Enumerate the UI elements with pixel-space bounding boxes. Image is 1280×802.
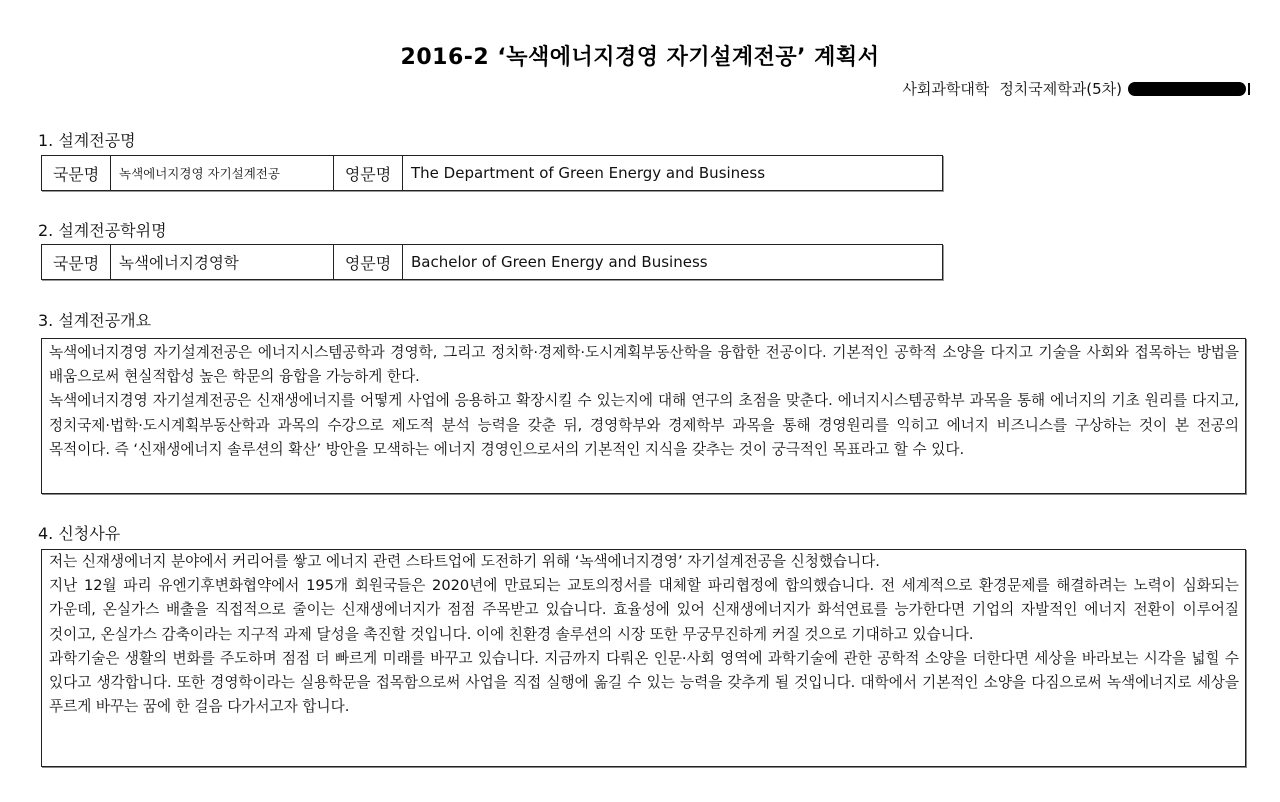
reason-paragraph: 과학기술은 생활의 변화를 주도하며 점점 더 빠르게 미래를 바꾸고 있습니다. 지금까지 다뤄온 인문·사회 영역에 과학기술에 관한 공학적 소양을 더한다면 세상을 바라보는 시각을 넓힐 수 있다고 생각합니다. 또한 경영학이라는 실용학문을 접목함으로써 사업을 직접 실행에 옮길 수 있는 능력을 갖추게 될 것입니다. 대학에서 기본적인 소양을 다짐으로써 녹색에너지로 세상을 푸르게 바꾸는 꿈에 한 걸음 다가서고자 합니다.	[49, 649, 1239, 716]
reason-paragraph: 저는 신재생에너지 분야에서 커리어를 쌓고 에너지 관련 스타트업에 도전하기 위해 ‘녹색에너지경영’ 자기설계전공을 신청했습니다.	[49, 553, 880, 570]
english-name-label: 영문명	[334, 245, 403, 280]
redacted-student-info	[1128, 82, 1246, 96]
overview-text-box	[41, 338, 1246, 494]
english-name-label: 영문명	[334, 156, 403, 191]
section-heading-major-name: 1. 설계전공명	[38, 131, 136, 150]
author-department: 정치국제학과(5차)	[999, 80, 1122, 98]
section-heading-overview: 3. 설계전공개요	[38, 311, 152, 330]
degree-name-table	[41, 244, 943, 280]
section-heading-degree-name: 2. 설계전공학위명	[38, 221, 167, 240]
author-line	[902, 78, 1246, 99]
english-name-value: Bachelor of Green Energy and Business	[403, 245, 943, 280]
overview-paragraph: 녹색에너지경영 자기설계전공은 에너지시스템공학과 경영학, 그리고 정치학·경제학·도시계획부동산학을 융합한 전공이다. 기본적인 공학적 소양을 다지고 기술을 사회와 접목하는 방법을 배움으로써 현실적합성 높은 학문의 융합을 가능하게 한다.	[49, 344, 1239, 386]
korean-name-label: 국문명	[42, 245, 111, 280]
reason-paragraph: 지난 12월 파리 유엔기후변화협약에서 195개 회원국들은 2020년에 만료되는 교토의정서를 대체할 파리협정에 합의했습니다. 전 세계적으로 환경문제를 해결하려는 노력이 심화되는 가운데, 온실가스 배출을 직접적으로 줄이는 신재생에너지가 점점 주목받고 있습니다. 효율성에 있어 신재생에너지가 화석연료를 능가한다면 기업의 자발적인 에너지 전환이 이루어질 것이고, 온실가스 감축이라는 지구적 과제 달성을 촉진할 것입니다. 이에 친환경 솔루션의 시장 또한 무궁무진하게 커질 것으로 기대하고 있습니다.	[49, 577, 1239, 643]
application-reason-text-box	[41, 549, 1246, 767]
overview-paragraph: 녹색에너지경영 자기설계전공은 신재생에너지를 어떻게 사업에 응용하고 확장시킬 수 있는지에 대해 연구의 초점을 맞춘다. 에너지시스템공학부 과목을 통해 에너지의 기초 원리를 다지고, 정치국제·법학·도시계획부동산학과 과목의 수강으로 제도적 분석 능력을 갖춘 뒤, 경영학부와 경제학부 과목을 통해 경영원리를 익히고 에너지 비즈니스를 구상하는 것이 본 전공의 목적이다. 즉 ‘신재생에너지 솔루션의 확산’ 방안을 모색하는 에너지 경영인으로서의 기본적인 지식을 갖추는 것이 궁극적인 목표라고 할 수 있다.	[49, 392, 1239, 458]
korean-name-label: 국문명	[42, 156, 111, 191]
korean-name-value: 녹색에너지경영학	[111, 245, 334, 280]
major-name-table	[41, 155, 943, 191]
english-name-value: The Department of Green Energy and Business	[403, 156, 943, 191]
table-row	[42, 245, 943, 280]
table-row	[42, 156, 943, 191]
korean-name-value: 녹색에너지경영 자기설계전공	[111, 156, 334, 191]
section-heading-application-reason: 4. 신청사유	[38, 524, 121, 543]
author-college: 사회과학대학	[902, 80, 990, 98]
document-title: 2016-2 ‘녹색에너지경영 자기설계전공’ 계획서	[400, 45, 880, 70]
